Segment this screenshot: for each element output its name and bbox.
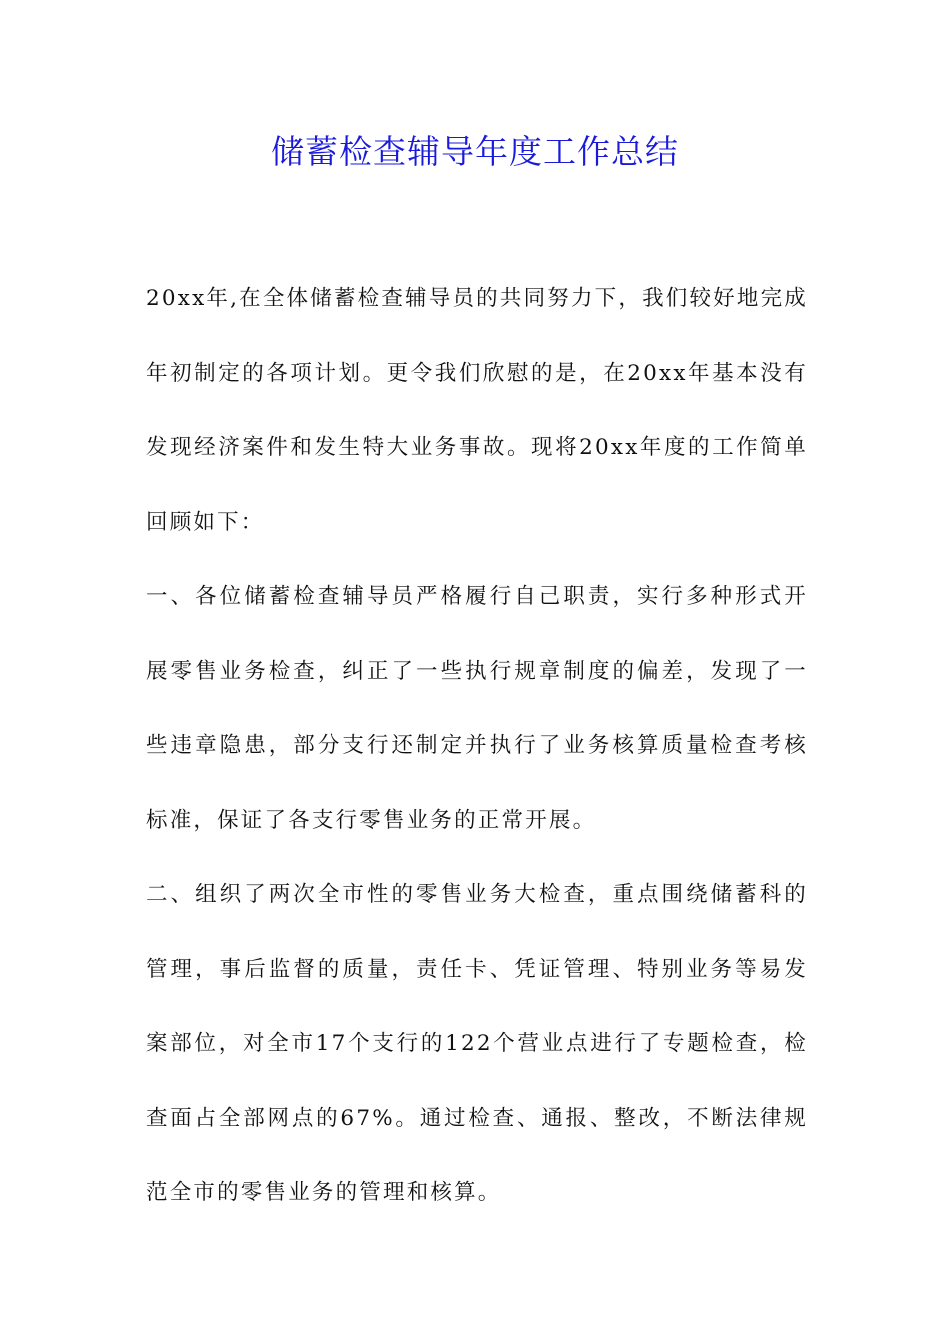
paragraph-intro: 20xx年,在全体储蓄检查辅导员的共同努力下，我们较好地完成年初制定的各项计划。更令我们欣慰的是，在20xx年基本没有发现经济案件和发生特大业务事故。现将20xx年度的工作简单回顾如下： [146, 286, 808, 535]
paragraph-item-2: 二、组织了两次全市性的零售业务大检查，重点围绕储蓄科的管理，事后监督的质量，责任卡、凭证管理、特别业务等易发案部位，对全市17个支行的122个营业点进行了专题检查，检查面占全部网点的67%。通过检查、通报、整改，不断法律规范全市的零售业务的管理和核算。 [146, 882, 808, 1205]
document-body [146, 262, 808, 1231]
paragraph-item-1: 一、各位储蓄检查辅导员严格履行自己职责，实行多种形式开展零售业务检查，纠正了一些执行规章制度的偏差，发现了一些违章隐患，部分支行还制定并执行了业务核算质量检查考核标准，保证了各支行零售业务的正常开展。 [146, 584, 808, 833]
document-title: 储蓄检查辅导年度工作总结 [271, 132, 679, 171]
